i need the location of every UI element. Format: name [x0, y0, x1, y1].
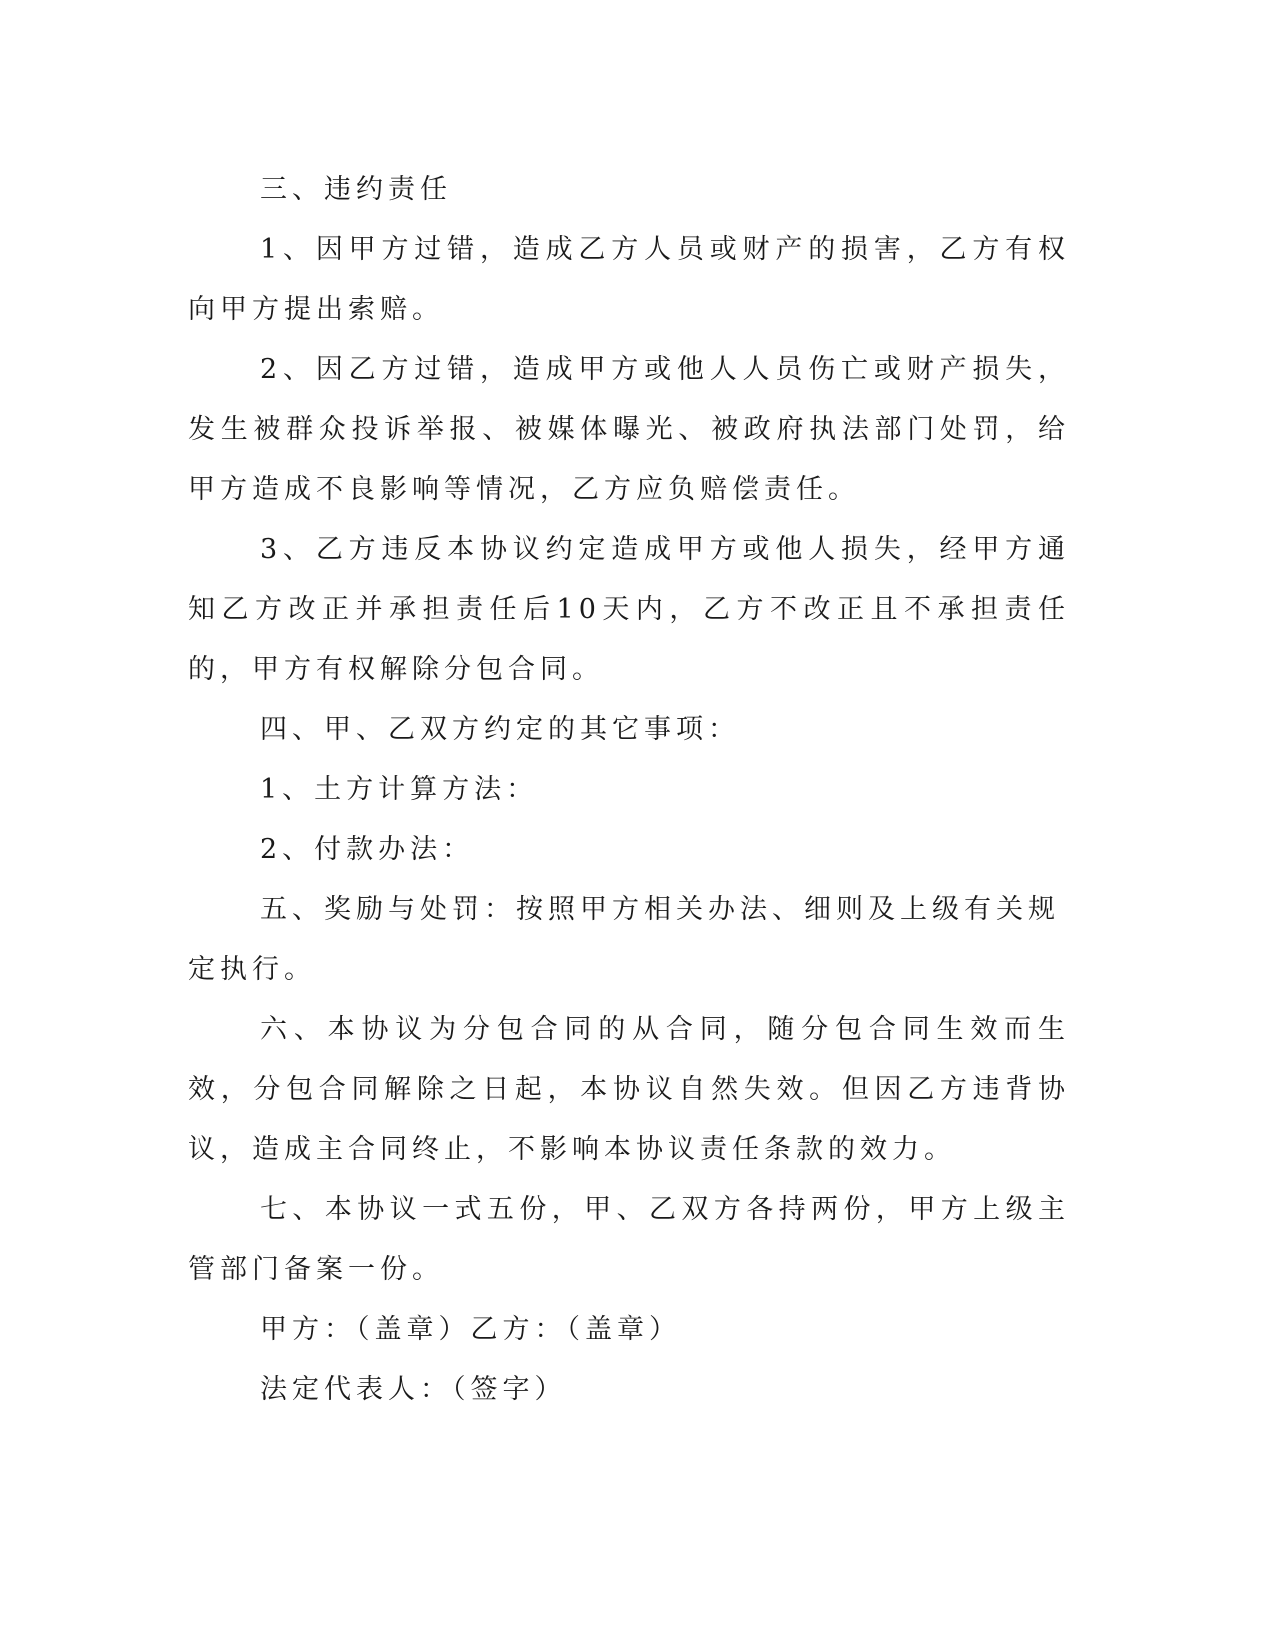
section-heading-breach-liability: 三、违约责任 — [260, 174, 452, 205]
document-body — [188, 160, 1070, 1420]
section-rewards-penalties: 五、奖励与处罚：按照甲方相关办法、细则及上级有关规定执行。 — [188, 894, 1060, 985]
clause-4-1: 1、土方计算方法： — [260, 774, 539, 805]
section-contract-validity: 六、本协议为分包合同的从合同，随分包合同生效而生效，分包合同解除之日起，本协议自然失效。但因乙方违背协议，造成主合同终止，不影响本协议责任条款的效力。 — [188, 1014, 1070, 1165]
clause-3-3: 3、乙方违反本协议约定造成甲方或他人损失，经甲方通知乙方改正并承担责任后10天内，乙方不改正且不承担责任的，甲方有权解除分包合同。 — [188, 534, 1070, 685]
clause-3-1: 1、因甲方过错，造成乙方人员或财产的损害，乙方有权向甲方提出索赔。 — [188, 234, 1070, 325]
section-heading-other-matters: 四、甲、乙双方约定的其它事项： — [260, 714, 740, 745]
signature-legal-rep-line: 法定代表人：（签字） — [260, 1374, 567, 1405]
clause-4-2: 2、付款办法： — [260, 834, 475, 865]
signature-parties-line: 甲方：（盖章）乙方：（盖章） — [260, 1314, 681, 1345]
clause-3-2: 2、因乙方过错，造成甲方或他人人员伤亡或财产损失，发生被群众投诉举报、被媒体曝光、被政府执法部门处罚，给甲方造成不良影响等情况，乙方应负赔偿责任。 — [188, 354, 1070, 505]
section-copies: 七、本协议一式五份，甲、乙双方各持两份，甲方上级主管部门备案一份。 — [188, 1194, 1070, 1285]
